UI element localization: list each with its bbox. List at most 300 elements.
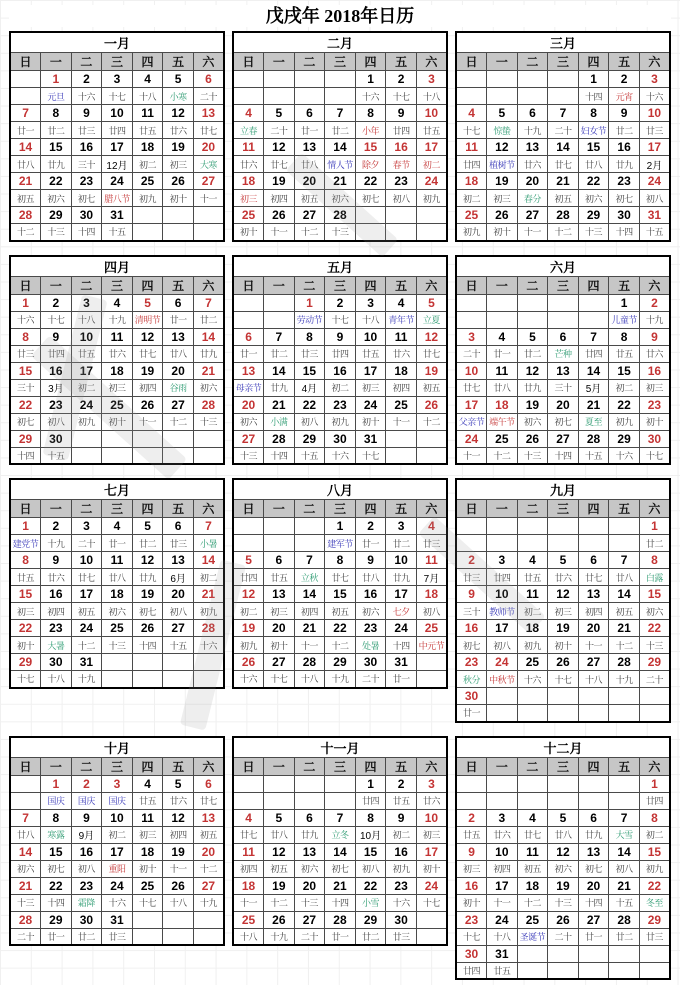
date-number-cell: 22 <box>325 620 356 637</box>
lunar-label-cell: 廿一 <box>456 705 487 722</box>
lunar-label-cell <box>548 535 579 552</box>
date-number-cell: 7 <box>609 809 640 826</box>
date-number-cell: 13 <box>294 139 325 156</box>
weekday-header: 二 <box>517 500 548 518</box>
date-number-cell: 12 <box>517 362 548 379</box>
weekday-header: 二 <box>294 500 325 518</box>
lunar-label-cell: 三十 <box>10 379 41 396</box>
date-number-cell: 11 <box>517 586 548 603</box>
month-table-6 <box>455 255 671 466</box>
lunar-label-cell: 廿一 <box>163 311 194 328</box>
lunar-label-cell: 白露 <box>639 569 670 586</box>
date-number-cell <box>386 207 417 224</box>
date-number-cell: 16 <box>325 362 356 379</box>
lunar-label-cell: 初八 <box>355 860 386 877</box>
date-number-cell: 25 <box>416 620 447 637</box>
date-number-cell: 15 <box>609 362 640 379</box>
date-number-cell: 10 <box>71 328 102 345</box>
weekday-header: 日 <box>10 276 41 294</box>
lunar-label-cell: 初十 <box>456 894 487 911</box>
weekday-header: 二 <box>294 276 325 294</box>
date-number-cell <box>517 775 548 792</box>
date-number-cell: 27 <box>294 207 325 224</box>
date-number-cell: 20 <box>163 586 194 603</box>
date-number-cell: 29 <box>10 654 41 671</box>
date-number-cell: 31 <box>102 911 133 928</box>
date-number-cell: 15 <box>10 586 41 603</box>
date-number-cell: 30 <box>456 688 487 705</box>
lunar-label-cell: 十九 <box>102 311 133 328</box>
lunar-label-cell: 初九 <box>609 413 640 430</box>
lunar-label-cell: 十七 <box>325 311 356 328</box>
date-number-cell: 18 <box>456 173 487 190</box>
lunar-label-cell: 母亲节 <box>233 379 264 396</box>
date-number-cell: 11 <box>517 843 548 860</box>
date-number-cell: 25 <box>517 911 548 928</box>
weekday-header: 一 <box>41 500 72 518</box>
date-number-cell: 27 <box>548 430 579 447</box>
date-number-cell: 2 <box>41 518 72 535</box>
date-number-cell: 20 <box>233 396 264 413</box>
date-number-cell: 24 <box>102 877 133 894</box>
lunar-label-cell: 中元节 <box>416 637 447 654</box>
lunar-label-cell: 初十 <box>102 413 133 430</box>
weekday-header: 五 <box>386 757 417 775</box>
lunar-label-cell: 廿五 <box>132 792 163 809</box>
lunar-label-cell: 中秋节 <box>487 671 518 688</box>
lunar-label-cell: 廿七 <box>132 345 163 362</box>
lunar-label-cell: 初六 <box>294 860 325 877</box>
lunar-label-cell: 圣诞节 <box>517 928 548 945</box>
date-number-cell: 10 <box>639 105 670 122</box>
lunar-label-cell: 廿四 <box>41 345 72 362</box>
weekday-header: 五 <box>386 500 417 518</box>
weekday-header: 三 <box>325 276 356 294</box>
date-number-cell: 5 <box>264 105 295 122</box>
date-number-cell: 11 <box>233 843 264 860</box>
lunar-label-cell: 廿三 <box>416 535 447 552</box>
lunar-label-cell: 初二 <box>517 603 548 620</box>
weekday-header: 二 <box>294 53 325 71</box>
lunar-label-cell: 三十 <box>71 156 102 173</box>
date-number-cell <box>609 945 640 962</box>
lunar-label-cell <box>163 224 194 241</box>
date-number-cell: 18 <box>233 173 264 190</box>
date-number-cell: 12 <box>416 328 447 345</box>
weekday-header: 六 <box>639 276 670 294</box>
date-number-cell: 7 <box>193 518 224 535</box>
date-number-cell: 7 <box>10 105 41 122</box>
date-number-cell: 13 <box>264 586 295 603</box>
date-number-cell: 30 <box>71 911 102 928</box>
lunar-label-cell: 十七 <box>264 671 295 688</box>
lunar-label-cell: 初九 <box>132 190 163 207</box>
lunar-label-cell: 二十 <box>456 345 487 362</box>
date-number-cell: 13 <box>233 362 264 379</box>
date-number-cell: 28 <box>548 207 579 224</box>
lunar-label-cell <box>386 224 417 241</box>
date-number-cell: 15 <box>294 362 325 379</box>
lunar-label-cell: 廿九 <box>609 156 640 173</box>
date-number-cell: 6 <box>548 328 579 345</box>
date-number-cell: 18 <box>386 362 417 379</box>
lunar-label-cell: 初二 <box>386 826 417 843</box>
date-number-cell <box>639 945 670 962</box>
date-number-cell: 26 <box>233 654 264 671</box>
date-number-cell <box>487 71 518 88</box>
lunar-label-cell: 初八 <box>416 603 447 620</box>
date-number-cell: 11 <box>416 552 447 569</box>
lunar-label-cell: 廿四 <box>355 792 386 809</box>
lunar-label-cell <box>264 535 295 552</box>
lunar-label-cell: 小暑 <box>193 535 224 552</box>
lunar-label-cell <box>163 928 194 945</box>
lunar-label-cell: 情人节 <box>325 156 356 173</box>
lunar-label-cell: 十九 <box>325 671 356 688</box>
lunar-label-cell: 廿一 <box>487 345 518 362</box>
lunar-label-cell: 十一 <box>578 637 609 654</box>
lunar-label-cell: 廿三 <box>639 122 670 139</box>
date-number-cell: 19 <box>416 362 447 379</box>
lunar-label-cell: 廿四 <box>325 345 356 362</box>
date-number-cell: 4 <box>386 294 417 311</box>
lunar-label-cell: 廿七 <box>416 345 447 362</box>
date-number-cell <box>233 294 264 311</box>
date-number-cell: 20 <box>163 362 194 379</box>
date-number-cell: 11 <box>102 328 133 345</box>
lunar-label-cell: 廿六 <box>639 345 670 362</box>
lunar-label-cell: 初二 <box>233 603 264 620</box>
date-number-cell: 4 <box>102 294 133 311</box>
date-number-cell: 6 <box>163 518 194 535</box>
lunar-label-cell: 十三 <box>517 447 548 464</box>
month-title: 八月 <box>233 479 447 500</box>
date-number-cell: 1 <box>609 294 640 311</box>
lunar-label-cell: 廿八 <box>355 569 386 586</box>
date-number-cell: 21 <box>609 620 640 637</box>
lunar-label-cell: 初九 <box>233 637 264 654</box>
weekday-header: 六 <box>416 53 447 71</box>
weekday-header: 三 <box>102 53 133 71</box>
lunar-label-cell: 十二 <box>416 413 447 430</box>
date-number-cell: 24 <box>487 911 518 928</box>
date-number-cell: 4 <box>416 518 447 535</box>
date-number-cell: 2 <box>456 552 487 569</box>
lunar-label-cell <box>132 447 163 464</box>
weekday-header: 五 <box>386 276 417 294</box>
lunar-label-cell: 廿五 <box>132 122 163 139</box>
date-number-cell <box>456 294 487 311</box>
date-number-cell: 5 <box>132 518 163 535</box>
date-number-cell: 1 <box>578 71 609 88</box>
lunar-label-cell: 初四 <box>294 603 325 620</box>
date-number-cell: 24 <box>639 173 670 190</box>
date-number-cell: 3 <box>355 294 386 311</box>
lunar-label-cell: 初九 <box>456 224 487 241</box>
lunar-label-cell: 二十 <box>548 122 579 139</box>
lunar-label-cell <box>548 962 579 979</box>
date-number-cell: 19 <box>548 620 579 637</box>
lunar-label-cell: 十八 <box>294 671 325 688</box>
date-number-cell: 8 <box>10 328 41 345</box>
weekday-header: 四 <box>132 276 163 294</box>
lunar-label-cell: 廿二 <box>325 122 356 139</box>
lunar-label-cell: 廿九 <box>386 569 417 586</box>
lunar-label-cell: 初七 <box>548 413 579 430</box>
lunar-label-cell: 芒种 <box>548 345 579 362</box>
date-number-cell: 21 <box>294 620 325 637</box>
date-number-cell: 10 <box>487 586 518 603</box>
date-number-cell: 14 <box>609 586 640 603</box>
lunar-label-cell: 初十 <box>487 224 518 241</box>
month-table-9 <box>455 478 671 723</box>
date-number-cell: 22 <box>294 396 325 413</box>
lunar-label-cell <box>548 88 579 105</box>
lunar-label-cell: 十一 <box>386 413 417 430</box>
lunar-label-cell: 廿二 <box>517 345 548 362</box>
date-number-cell: 13 <box>193 105 224 122</box>
date-number-cell: 4 <box>517 809 548 826</box>
lunar-label-cell: 十五 <box>41 447 72 464</box>
lunar-label-cell: 十四 <box>132 637 163 654</box>
lunar-label-cell <box>578 705 609 722</box>
date-number-cell: 12 <box>233 586 264 603</box>
month-table-8 <box>232 478 448 689</box>
lunar-label-cell: 初十 <box>132 860 163 877</box>
lunar-label-cell: 廿三 <box>386 928 417 945</box>
month-table-11 <box>232 736 448 947</box>
date-number-cell: 17 <box>487 620 518 637</box>
lunar-label-cell: 十一 <box>456 447 487 464</box>
date-number-cell: 21 <box>325 173 356 190</box>
lunar-label-cell: 廿一 <box>233 345 264 362</box>
date-number-cell <box>355 207 386 224</box>
weekday-header: 五 <box>609 757 640 775</box>
lunar-label-cell: 廿二 <box>386 535 417 552</box>
lunar-label-cell: 十八 <box>578 671 609 688</box>
lunar-label-cell: 十六 <box>193 637 224 654</box>
date-number-cell: 12 <box>163 809 194 826</box>
lunar-label-cell: 廿六 <box>386 345 417 362</box>
lunar-label-cell <box>609 962 640 979</box>
date-number-cell: 3 <box>487 809 518 826</box>
date-number-cell: 26 <box>264 207 295 224</box>
lunar-label-cell: 廿八 <box>609 569 640 586</box>
weekday-header: 一 <box>487 500 518 518</box>
date-number-cell: 3 <box>71 518 102 535</box>
month-table-4 <box>9 255 225 466</box>
month-title: 七月 <box>10 479 224 500</box>
lunar-label-cell: 十二 <box>163 413 194 430</box>
lunar-label-cell: 十三 <box>233 447 264 464</box>
month-table-5 <box>232 255 448 466</box>
lunar-label-cell: 廿四 <box>386 122 417 139</box>
lunar-label-cell: 十八 <box>487 928 518 945</box>
lunar-label-cell: 廿八 <box>487 379 518 396</box>
weekday-header: 五 <box>163 500 194 518</box>
lunar-label-cell: 初八 <box>609 860 640 877</box>
date-number-cell: 4 <box>233 105 264 122</box>
date-number-cell: 13 <box>294 843 325 860</box>
date-number-cell: 10 <box>416 809 447 826</box>
date-number-cell: 13 <box>548 362 579 379</box>
date-number-cell: 14 <box>609 843 640 860</box>
date-number-cell: 5 <box>264 809 295 826</box>
date-number-cell: 31 <box>487 945 518 962</box>
lunar-label-cell: 十七 <box>639 447 670 464</box>
lunar-label-cell: 初二 <box>71 379 102 396</box>
weekday-header: 一 <box>41 53 72 71</box>
lunar-label-cell: 廿五 <box>487 962 518 979</box>
lunar-label-cell: 冬至 <box>639 894 670 911</box>
lunar-label-cell: 廿九 <box>193 345 224 362</box>
date-number-cell: 24 <box>456 430 487 447</box>
lunar-label-cell: 廿一 <box>102 535 133 552</box>
date-number-cell: 3 <box>71 294 102 311</box>
date-number-cell: 1 <box>639 775 670 792</box>
date-number-cell: 10 <box>386 552 417 569</box>
date-number-cell: 24 <box>416 173 447 190</box>
date-number-cell: 25 <box>102 396 133 413</box>
date-number-cell: 4 <box>132 775 163 792</box>
lunar-label-cell: 三十 <box>548 379 579 396</box>
weekday-header: 四 <box>578 276 609 294</box>
lunar-label-cell: 廿九 <box>578 826 609 843</box>
lunar-label-cell: 初二 <box>193 569 224 586</box>
lunar-label-cell: 廿二 <box>41 122 72 139</box>
weekday-header: 日 <box>456 757 487 775</box>
date-number-cell: 12 <box>548 843 579 860</box>
weekday-header: 六 <box>193 276 224 294</box>
month-table-1 <box>9 31 225 242</box>
date-number-cell <box>163 911 194 928</box>
lunar-label-cell: 廿二 <box>609 928 640 945</box>
date-number-cell: 14 <box>10 843 41 860</box>
weekday-header: 四 <box>355 276 386 294</box>
date-number-cell: 25 <box>456 207 487 224</box>
date-number-cell: 12 <box>548 586 579 603</box>
date-number-cell <box>163 654 194 671</box>
date-number-cell: 17 <box>639 139 670 156</box>
weekday-header: 六 <box>639 757 670 775</box>
lunar-label-cell: 5月 <box>578 379 609 396</box>
date-number-cell: 23 <box>456 911 487 928</box>
lunar-label-cell <box>548 705 579 722</box>
month-table-12 <box>455 736 671 981</box>
lunar-label-cell: 初六 <box>193 379 224 396</box>
lunar-label-cell: 十二 <box>264 894 295 911</box>
lunar-label-cell: 初七 <box>456 637 487 654</box>
date-number-cell: 1 <box>639 518 670 535</box>
lunar-label-cell <box>264 88 295 105</box>
lunar-label-cell: 十三 <box>639 637 670 654</box>
date-number-cell <box>487 294 518 311</box>
lunar-label-cell: 十七 <box>102 88 133 105</box>
date-number-cell: 15 <box>10 362 41 379</box>
date-number-cell <box>132 207 163 224</box>
date-number-cell: 9 <box>71 809 102 826</box>
lunar-label-cell: 十一 <box>487 894 518 911</box>
date-number-cell: 31 <box>639 207 670 224</box>
date-number-cell: 20 <box>578 877 609 894</box>
date-number-cell: 22 <box>10 620 41 637</box>
lunar-label-cell: 初十 <box>233 224 264 241</box>
date-number-cell: 28 <box>325 911 356 928</box>
lunar-label-cell <box>102 671 133 688</box>
date-number-cell: 31 <box>102 207 133 224</box>
date-number-cell: 15 <box>41 843 72 860</box>
date-number-cell: 29 <box>639 911 670 928</box>
date-number-cell: 25 <box>102 620 133 637</box>
lunar-label-cell: 廿七 <box>233 826 264 843</box>
date-number-cell: 9 <box>386 105 417 122</box>
date-number-cell: 30 <box>609 207 640 224</box>
date-number-cell: 28 <box>325 207 356 224</box>
lunar-label-cell: 十二 <box>487 447 518 464</box>
date-number-cell: 29 <box>10 430 41 447</box>
lunar-label-cell: 元宵 <box>609 88 640 105</box>
date-number-cell: 11 <box>132 809 163 826</box>
date-number-cell: 15 <box>639 843 670 860</box>
date-number-cell: 27 <box>264 654 295 671</box>
date-number-cell <box>548 688 579 705</box>
lunar-label-cell: 廿三 <box>639 928 670 945</box>
lunar-label-cell: 初九 <box>325 413 356 430</box>
date-number-cell: 23 <box>609 173 640 190</box>
date-number-cell: 16 <box>386 843 417 860</box>
date-number-cell: 16 <box>456 877 487 894</box>
date-number-cell: 9 <box>41 552 72 569</box>
month-table-10 <box>9 736 225 947</box>
date-number-cell: 22 <box>10 396 41 413</box>
lunar-label-cell: 廿五 <box>10 569 41 586</box>
weekday-header: 一 <box>487 757 518 775</box>
date-number-cell: 14 <box>10 139 41 156</box>
date-number-cell: 12 <box>264 139 295 156</box>
date-number-cell <box>517 945 548 962</box>
date-number-cell <box>325 775 356 792</box>
date-number-cell: 21 <box>10 173 41 190</box>
date-number-cell: 3 <box>639 71 670 88</box>
date-number-cell <box>487 518 518 535</box>
date-number-cell: 2 <box>456 809 487 826</box>
lunar-label-cell: 十九 <box>609 671 640 688</box>
date-number-cell <box>548 775 579 792</box>
lunar-label-cell: 十九 <box>639 311 670 328</box>
date-number-cell: 26 <box>264 911 295 928</box>
date-number-cell: 22 <box>41 173 72 190</box>
lunar-label-cell <box>578 535 609 552</box>
lunar-label-cell <box>517 88 548 105</box>
date-number-cell: 23 <box>71 877 102 894</box>
date-number-cell: 24 <box>102 173 133 190</box>
lunar-label-cell: 初二 <box>609 379 640 396</box>
date-number-cell: 26 <box>487 207 518 224</box>
lunar-label-cell: 廿八 <box>548 826 579 843</box>
date-number-cell: 8 <box>41 809 72 826</box>
lunar-label-cell: 初五 <box>548 190 579 207</box>
weekday-header: 三 <box>325 500 356 518</box>
lunar-label-cell: 廿三 <box>163 535 194 552</box>
date-number-cell: 20 <box>294 877 325 894</box>
date-number-cell: 21 <box>325 877 356 894</box>
lunar-label-cell <box>325 792 356 809</box>
weekday-header: 四 <box>578 53 609 71</box>
date-number-cell: 14 <box>294 586 325 603</box>
date-number-cell: 27 <box>163 396 194 413</box>
date-number-cell: 2 <box>386 775 417 792</box>
lunar-label-cell: 建军节 <box>325 535 356 552</box>
